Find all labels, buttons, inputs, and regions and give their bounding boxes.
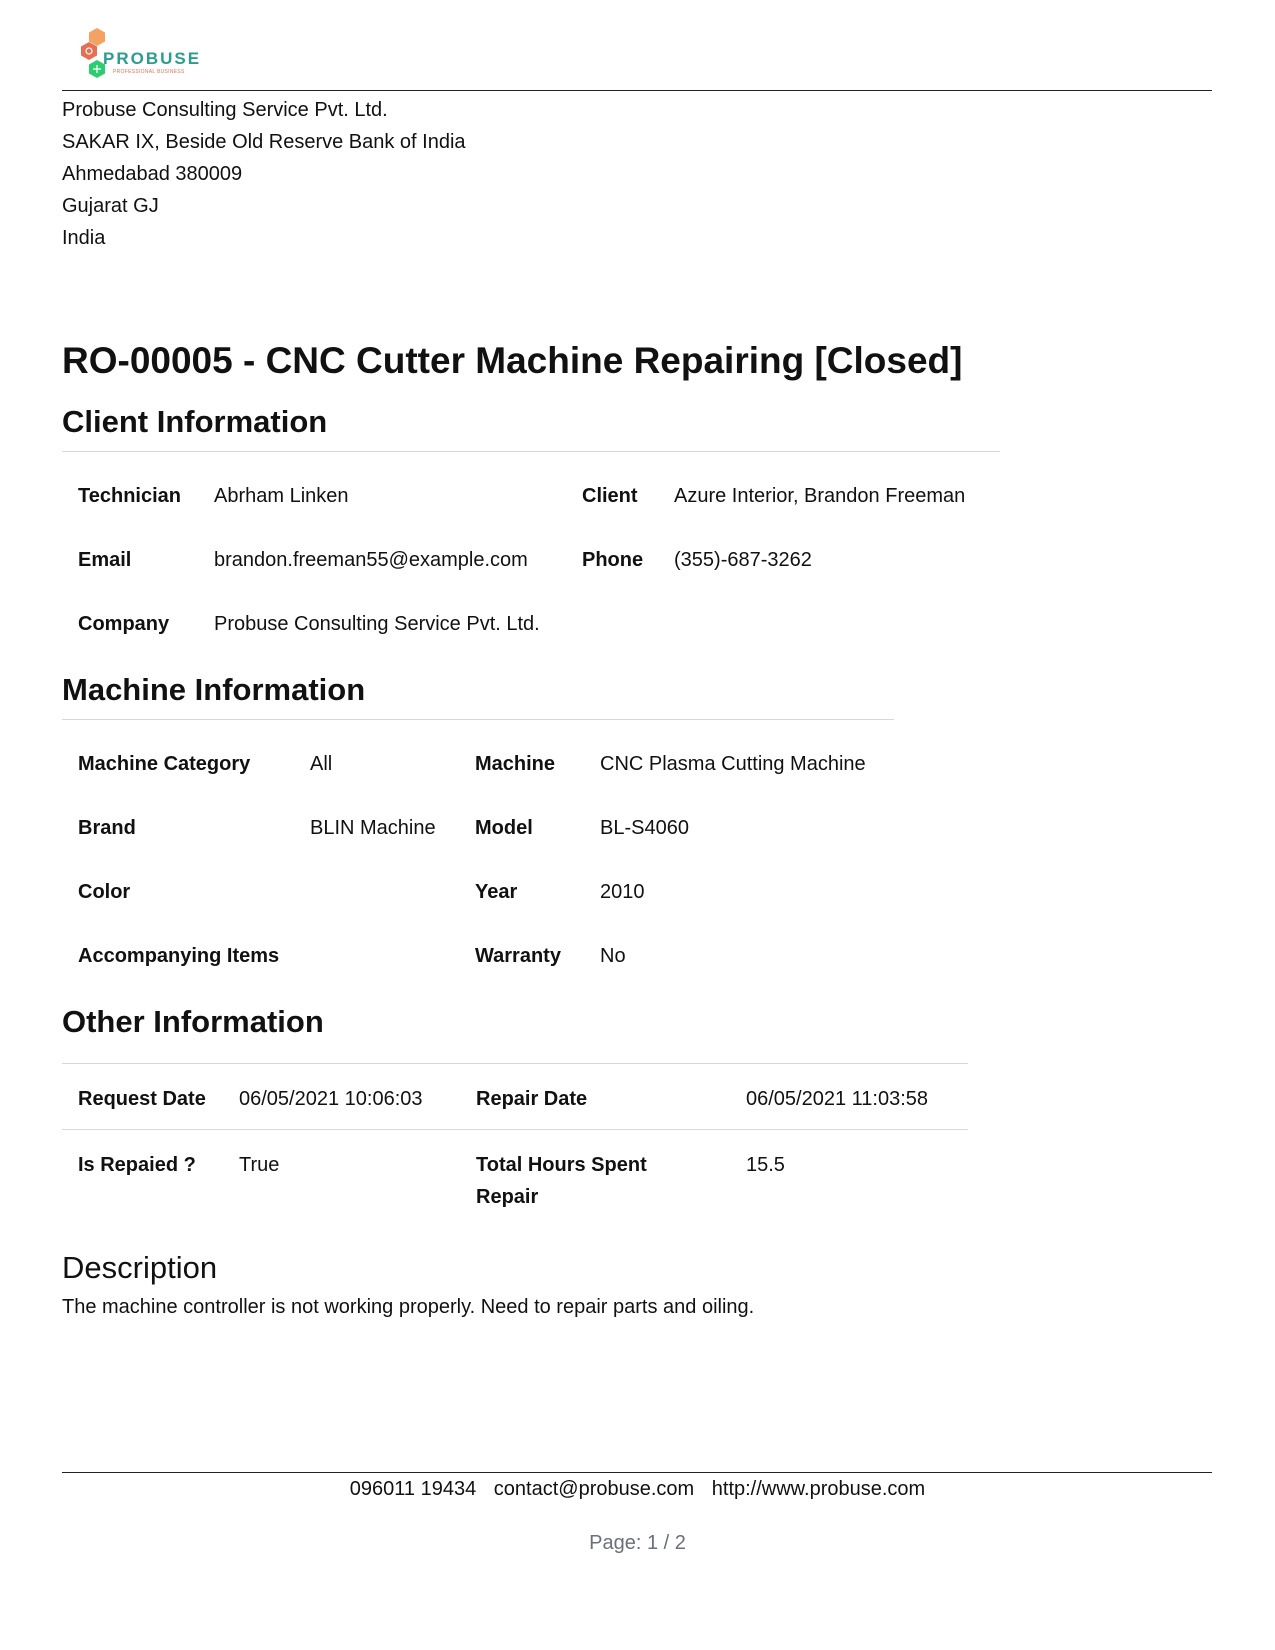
machine-info-heading: Machine Information — [62, 672, 366, 707]
client-info-divider — [62, 451, 1000, 452]
model-label: Model — [475, 817, 533, 839]
description-heading: Description — [62, 1250, 218, 1285]
email-value: brandon.freeman55@example.com — [214, 549, 528, 571]
technician-label: Technician — [78, 485, 181, 507]
year-value: 2010 — [600, 881, 645, 903]
client-value: Azure Interior, Brandon Freeman — [674, 485, 966, 507]
total-hours-label-line1: Total Hours Spent — [476, 1154, 647, 1176]
header-divider — [62, 90, 1212, 91]
brand-value: BLIN Machine — [310, 817, 436, 839]
color-label: Color — [78, 881, 131, 903]
total-hours-label-line2: Repair — [476, 1186, 539, 1208]
footer-divider — [62, 1472, 1212, 1473]
repair-date-label: Repair Date — [476, 1088, 588, 1110]
logo-hexagon-red — [81, 42, 97, 60]
repair-date-value: 06/05/2021 11:03:58 — [746, 1088, 929, 1110]
machine-label: Machine — [475, 753, 556, 775]
machine-category-value: All — [310, 753, 333, 775]
email-label: Email — [78, 549, 132, 571]
machine-value: CNC Plasma Cutting Machine — [600, 753, 866, 775]
is-repaired-value: True — [239, 1154, 280, 1176]
other-info-divider-top — [62, 1063, 968, 1064]
company-value: Probuse Consulting Service Pvt. Ltd. — [214, 613, 540, 635]
warranty-label: Warranty — [475, 945, 561, 967]
year-label: Year — [475, 881, 518, 903]
total-hours-value: 15.5 — [746, 1154, 785, 1176]
phone-label: Phone — [582, 549, 644, 571]
brand-label: Brand — [78, 817, 136, 839]
machine-info-divider — [62, 719, 894, 720]
warranty-value: No — [600, 945, 626, 967]
address-line: SAKAR IX, Beside Old Reserve Bank of India — [62, 131, 466, 153]
footer-website[interactable]: http://www.probuse.com — [711, 1478, 926, 1500]
company-address — [62, 94, 466, 254]
address-line: India — [62, 227, 106, 249]
footer-phone: 096011 19434 — [349, 1478, 477, 1500]
request-date-label: Request Date — [78, 1088, 206, 1110]
description-text: The machine controller is not working properly. Need to repair parts and oiling. — [62, 1296, 755, 1318]
accompanying-items-label: Accompanying Items — [78, 945, 280, 967]
client-info-heading: Client Information — [62, 404, 328, 439]
address-line: Ahmedabad 380009 — [62, 163, 243, 185]
logo-wordmark: PROBUSE — [103, 49, 202, 68]
request-date-value: 06/05/2021 10:06:03 — [239, 1088, 423, 1110]
is-repaired-label: Is Repaied ? — [78, 1154, 196, 1176]
total-hours-label — [476, 1149, 647, 1213]
other-info-heading: Other Information — [62, 1004, 324, 1039]
technician-value: Abrham Linken — [214, 485, 349, 507]
logo-hexagon-orange — [89, 28, 105, 46]
logo-tagline: PROFESSIONAL BUSINESS — [113, 69, 185, 75]
client-label: Client — [582, 485, 638, 507]
address-line: Probuse Consulting Service Pvt. Ltd. — [62, 99, 388, 121]
phone-value: (355)-687-3262 — [674, 549, 812, 571]
machine-category-label: Machine Category — [78, 753, 251, 775]
other-info-divider-middle — [62, 1129, 968, 1130]
page-title: RO-00005 - CNC Cutter Machine Repairing [Closed] — [62, 340, 963, 381]
company-label: Company — [78, 613, 170, 635]
page-number: Page: 1 / 2 — [589, 1532, 686, 1554]
footer-contacts — [0, 1478, 1275, 1501]
model-value: BL-S4060 — [600, 817, 689, 839]
address-line: Gujarat GJ — [62, 195, 159, 217]
footer-email[interactable]: contact@probuse.com — [493, 1478, 695, 1500]
